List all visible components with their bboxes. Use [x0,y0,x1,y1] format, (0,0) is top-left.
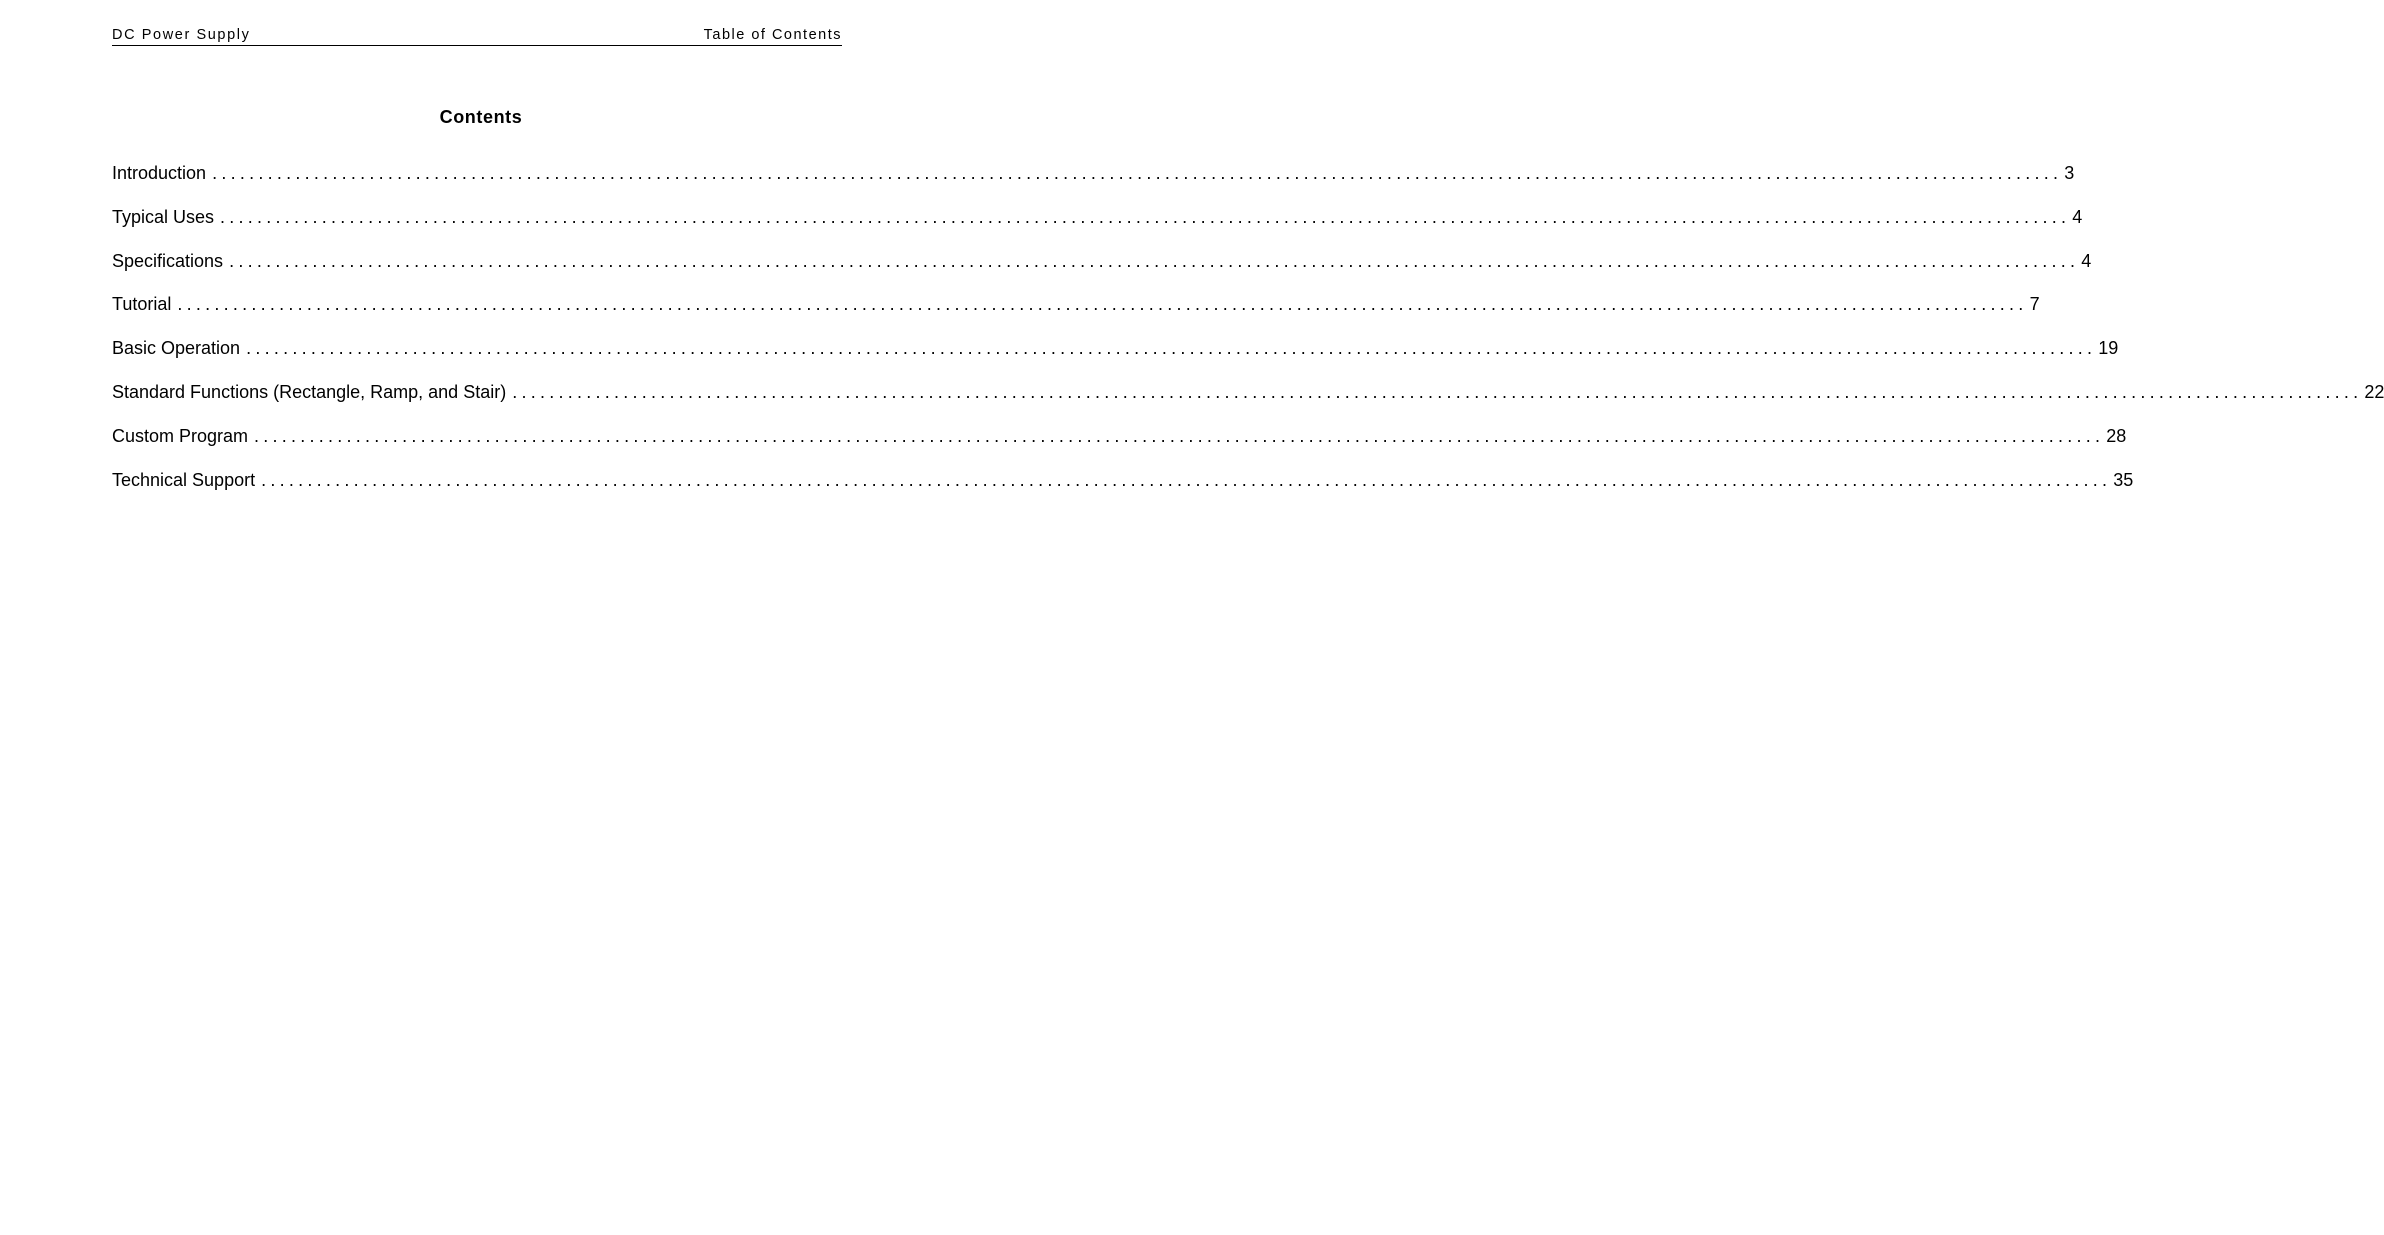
toc-entry-custom-program[interactable] [112,425,2127,469]
toc-entry-page: 4 [2081,250,2092,271]
toc-entry-typical-uses[interactable] [112,206,2083,250]
toc-entry-page: 22 [2364,381,2384,402]
toc-entry-standard-functions[interactable] [112,381,2384,425]
toc-entry-basic-operation[interactable] [112,337,2119,381]
header-section-title: Table of Contents [703,27,842,43]
toc-entry-page: 35 [2113,469,2134,490]
toc-entry-page: 19 [2098,338,2119,359]
toc-entry-label: Introduction [112,163,207,183]
toc-entry-label: Specifications [112,250,224,271]
toc-entry-page: 4 [2072,206,2083,227]
toc-entry-tutorial[interactable] [112,293,2040,337]
toc-list [112,162,2384,512]
toc-entry-label: Standard Functions (Rectangle, Ramp, and Stair) [112,381,507,402]
toc-entry-label: Tutorial [112,294,172,315]
header-document-title: DC Power Supply [112,27,251,43]
toc-dot-leader: ........................................................................................................................................................................................................ [177,294,2028,315]
toc-entry-introduction[interactable] [112,162,2075,206]
toc-dot-leader: ........................................................................................................................................................................................................ [220,206,2071,227]
toc-dot-leader: ........................................................................................................................................................................................................ [261,469,2112,490]
toc-dot-leader: ........................................................................................................................................................................................................ [212,163,2063,183]
toc-title: Contents [439,107,523,127]
toc-entry-label: Typical Uses [112,206,215,227]
toc-entry-label: Custom Program [112,425,249,446]
toc-dot-leader: ........................................................................................................................................................................................................ [512,381,2363,402]
toc-dot-leader: ........................................................................................................................................................................................................ [246,338,2097,359]
toc-entry-specifications[interactable] [112,250,2092,294]
toc-entry-label: Technical Support [112,469,256,490]
toc-entry-page: 3 [2064,163,2075,183]
toc-dot-leader: ........................................................................................................................................................................................................ [229,250,2080,271]
toc-dot-leader: ........................................................................................................................................................................................................ [254,425,2105,446]
toc-entry-technical-support[interactable] [112,469,2134,513]
toc-entry-label: Basic Operation [112,338,241,359]
running-header [112,26,842,46]
toc-entry-page: 7 [2029,294,2040,315]
toc-entry-page: 28 [2106,425,2127,446]
